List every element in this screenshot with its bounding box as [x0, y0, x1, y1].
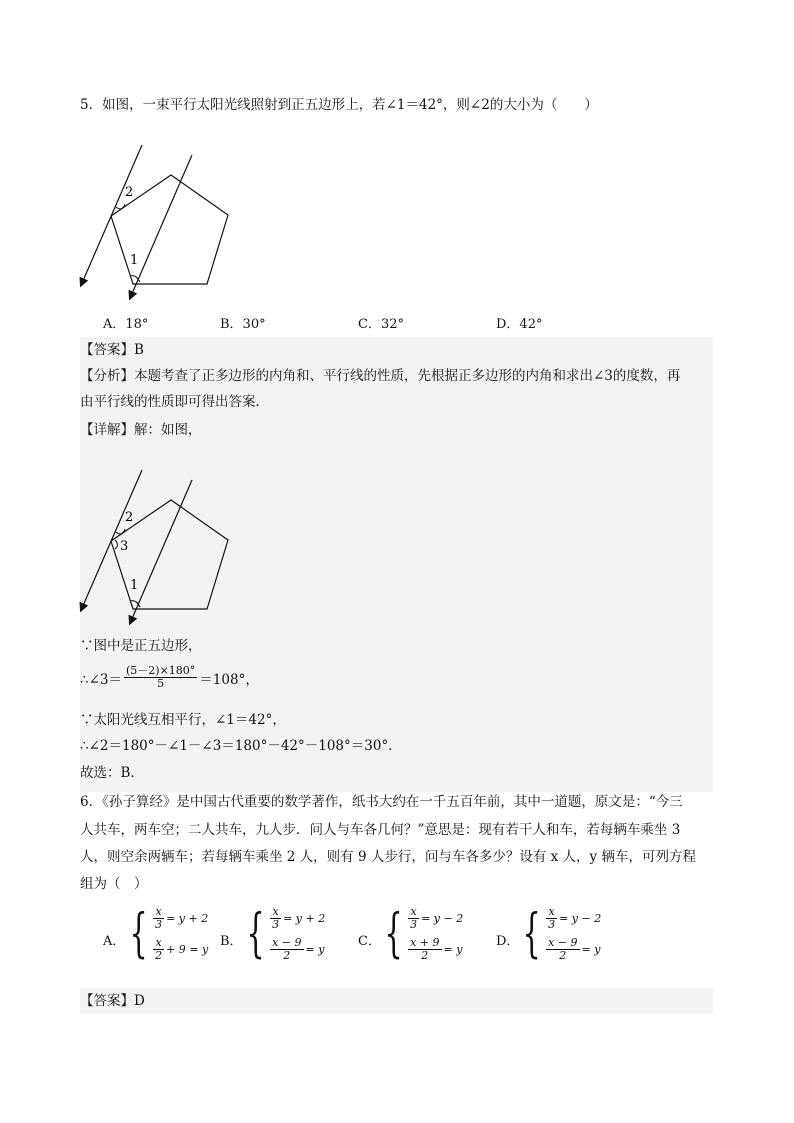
q5-step4: ∴∠2＝180°－∠1－∠3＝180°－42°－108°＝30°． [80, 738, 402, 754]
c-eq1-den: 3 [410, 918, 418, 931]
q5-option-a[interactable]: A．18° [103, 317, 149, 332]
c-eq1-num: x [410, 905, 417, 918]
angle-3-arc [115, 540, 118, 549]
label-2: 2 [125, 185, 134, 200]
q5-analysis-line1: 【分析】本题考查了正多边形的内角和、平行线的性质，先根据正多边形的内角和求出∠3的度数，再 [80, 368, 681, 384]
d-eq1-num: x [548, 905, 555, 918]
q6-option-a-system[interactable] [126, 906, 208, 962]
q6-option-d-label[interactable]: D． [496, 934, 520, 949]
q6-answer: 【答案】D [80, 993, 145, 1009]
step2-fraction [124, 665, 197, 690]
step2-prefix: ∴∠3＝ [80, 671, 122, 688]
c-eq2-den: 2 [421, 949, 429, 962]
q6-option-b-system[interactable] [243, 906, 325, 962]
label-3: 3 [120, 539, 129, 554]
q6-line1: 6．《孙子算经》是中国古代重要的数学著作，纸书大约在一千五百年前，其中一道题，原文是：“今三 [80, 794, 683, 810]
a-eq1-num: x [155, 905, 162, 918]
d-eq2-rhs: = y [581, 943, 601, 956]
label-1b: 1 [130, 578, 139, 593]
brace-a: { [129, 904, 148, 964]
q6-line2: 人共车，两车空；二人共车，九人步．问人与车各几何？”意思是：现有若干人和车，若每辆车乘坐 3 [80, 822, 681, 838]
a-eq2-rhs: + 9 = y [166, 943, 209, 956]
q5-option-c[interactable]: C．32° [358, 317, 404, 332]
q5-option-b[interactable]: B．30° [220, 317, 266, 332]
brace-d: { [522, 904, 541, 964]
b-eq2-num: x − 9 [272, 936, 302, 949]
a-eq1-den: 3 [155, 918, 163, 931]
q6-option-b-label[interactable]: B． [220, 934, 243, 949]
light-ray-right-2 [131, 480, 192, 621]
q5-figure [70, 140, 250, 305]
q6-option-c-system[interactable] [381, 906, 463, 962]
q5-detail: 【详解】解：如图， [80, 422, 202, 438]
q5-step2 [80, 665, 259, 690]
q5-figure-2 [70, 465, 250, 630]
light-ray-right [131, 155, 192, 296]
b-eq2-rhs: = y [305, 943, 325, 956]
q6-option-d-system[interactable] [519, 906, 601, 962]
c-eq1-rhs: = y − 2 [421, 912, 464, 925]
q5-conclusion: 故选：B． [80, 765, 144, 781]
b-eq2-den: 2 [283, 949, 291, 962]
q6-option-a-label[interactable]: A． [103, 934, 126, 949]
a-eq2-num: x [155, 936, 162, 949]
d-eq2-num: x − 9 [548, 936, 578, 949]
q6-answer-block [80, 988, 713, 1014]
c-eq2-rhs: = y [443, 943, 463, 956]
q5-analysis-line2: 由平行线的性质即可得出答案． [80, 394, 269, 410]
q6-option-c-label[interactable]: C． [358, 934, 381, 949]
step2-suffix: ＝108°， [199, 671, 259, 688]
label-2b: 2 [125, 510, 134, 525]
angle-2-arc [116, 204, 125, 209]
b-eq1-den: 3 [272, 918, 280, 931]
step2-numerator: (5－2)×180° [126, 664, 196, 677]
q5-step3: ∵太阳光线互相平行，∠1＝42°， [80, 712, 286, 728]
d-eq1-rhs: = y − 2 [559, 912, 602, 925]
d-eq1-den: 3 [548, 918, 556, 931]
angle-2-arc-2 [116, 529, 125, 534]
d-eq2-den: 2 [559, 949, 567, 962]
a-eq2-den: 2 [155, 949, 163, 962]
brace-c: { [384, 904, 403, 964]
b-eq1-rhs: = y + 2 [283, 912, 326, 925]
step2-denominator: 5 [157, 677, 165, 690]
label-1: 1 [130, 253, 139, 268]
q6-line4: 组为（ ） [80, 876, 148, 892]
q5-answer: 【答案】B [80, 342, 144, 358]
q6-line3: 人，则空余两辆车；若每辆车乘坐 2 人，则有 9 人步行，问与车各多少？设有 x 人，y 辆车，可列方程 [80, 849, 696, 865]
brace-b: { [246, 904, 265, 964]
q5-option-d[interactable]: D．42° [496, 317, 543, 332]
b-eq1-num: x [272, 905, 279, 918]
a-eq1-rhs: = y + 2 [166, 912, 209, 925]
q5-stem: 5．如图，一束平行太阳光线照射到正五边形上，若∠1＝42°，则∠2的大小为（ ） [80, 97, 598, 113]
q5-step1: ∵图中是正五边形， [80, 638, 202, 654]
c-eq2-num: x + 9 [410, 936, 440, 949]
